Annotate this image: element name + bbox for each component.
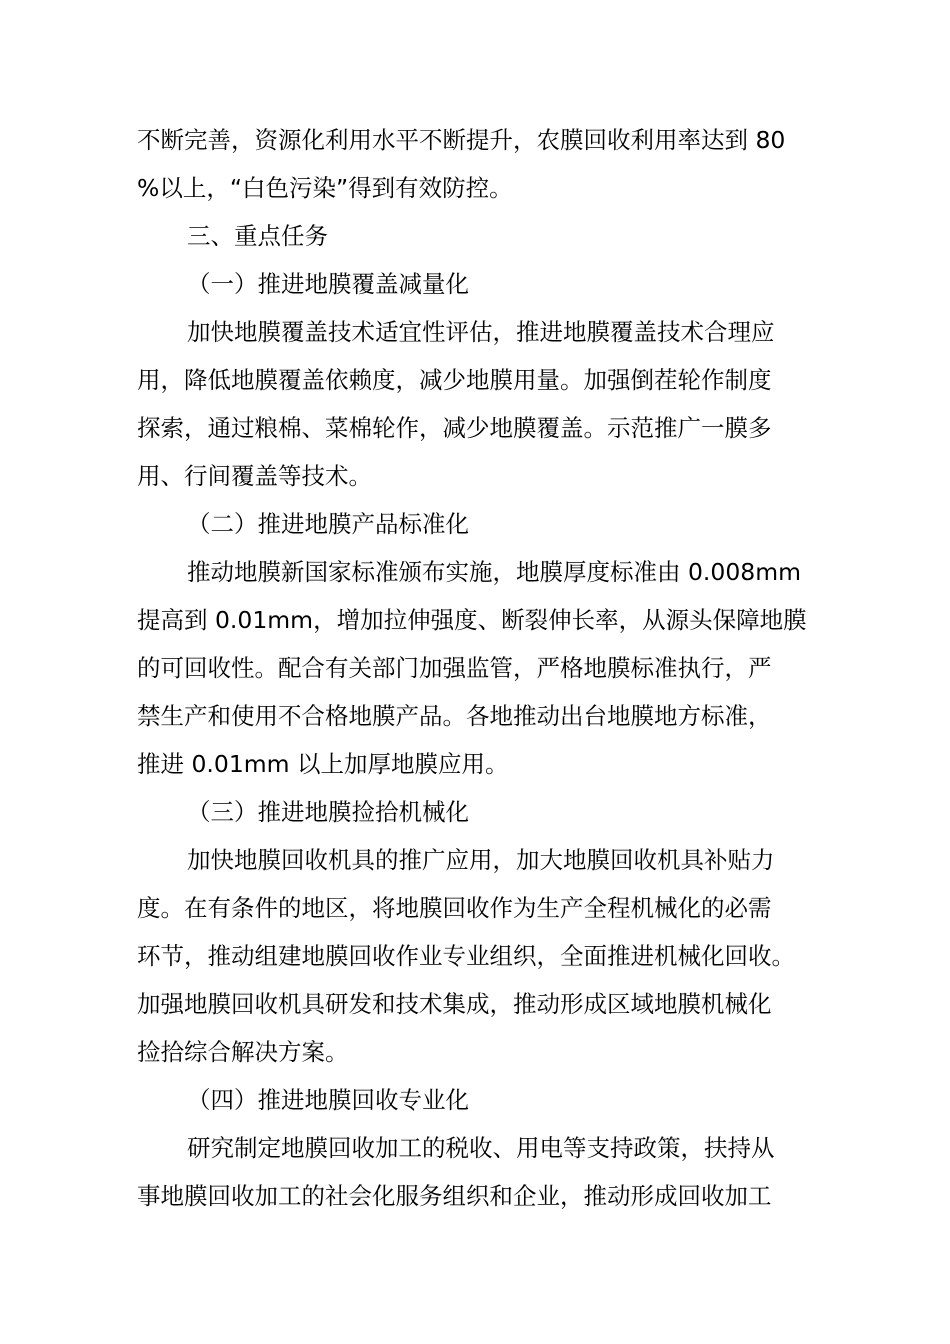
body-text-line: 加强地膜回收机具研发和技术集成，推动形成区域地膜机械化 bbox=[137, 990, 772, 1018]
body-text-line: 的可回收性。配合有关部门加强监管，严格地膜标准执行，严 bbox=[137, 654, 772, 682]
subsection-heading: （四）推进地膜回收专业化 bbox=[187, 1086, 469, 1114]
subsection-heading: （三）推进地膜捡拾机械化 bbox=[187, 798, 469, 826]
subsection-heading: （二）推进地膜产品标准化 bbox=[187, 510, 469, 538]
body-text-line: 提高到 0.01mm，增加拉伸强度、断裂伸长率，从源头保障地膜 bbox=[137, 606, 807, 634]
body-text-line: 用，降低地膜覆盖依赖度，减少地膜用量。加强倒茬轮作制度 bbox=[137, 366, 772, 394]
body-text-line: 不断完善，资源化利用水平不断提升，农膜回收利用率达到 80 bbox=[137, 126, 786, 154]
paragraph-start-line: 加快地膜回收机具的推广应用，加大地膜回收机具补贴力 bbox=[187, 846, 775, 874]
paragraph-start-line: 加快地膜覆盖技术适宜性评估，推进地膜覆盖技术合理应 bbox=[187, 318, 775, 346]
body-text-line: 环节，推动组建地膜回收作业专业组织，全面推进机械化回收。 bbox=[137, 942, 795, 970]
paragraph-start-line: 研究制定地膜回收加工的税收、用电等支持政策，扶持从 bbox=[187, 1134, 775, 1162]
body-text-line: 禁生产和使用不合格地膜产品。各地推动出台地膜地方标准， bbox=[137, 702, 772, 730]
document-body bbox=[137, 116, 827, 1220]
section-heading: 三、重点任务 bbox=[187, 222, 328, 250]
body-text-line: 探索，通过粮棉、菜棉轮作，减少地膜覆盖。示范推广一膜多 bbox=[137, 414, 772, 442]
body-text-line: 事地膜回收加工的社会化服务组织和企业，推动形成回收加工 bbox=[137, 1182, 772, 1210]
paragraph-start-line: 推动地膜新国家标准颁布实施，地膜厚度标准由 0.008mm bbox=[187, 558, 802, 586]
body-text-line: 捡拾综合解决方案。 bbox=[137, 1038, 349, 1066]
body-text-line: 度。在有条件的地区，将地膜回收作为生产全程机械化的必需 bbox=[137, 894, 772, 922]
body-text-line: 用、行间覆盖等技术。 bbox=[137, 462, 372, 490]
body-text-line: %以上，“白色污染”得到有效防控。 bbox=[137, 174, 513, 202]
body-text-line: 推进 0.01mm 以上加厚地膜应用。 bbox=[137, 750, 509, 778]
subsection-heading: （一）推进地膜覆盖减量化 bbox=[187, 270, 469, 298]
